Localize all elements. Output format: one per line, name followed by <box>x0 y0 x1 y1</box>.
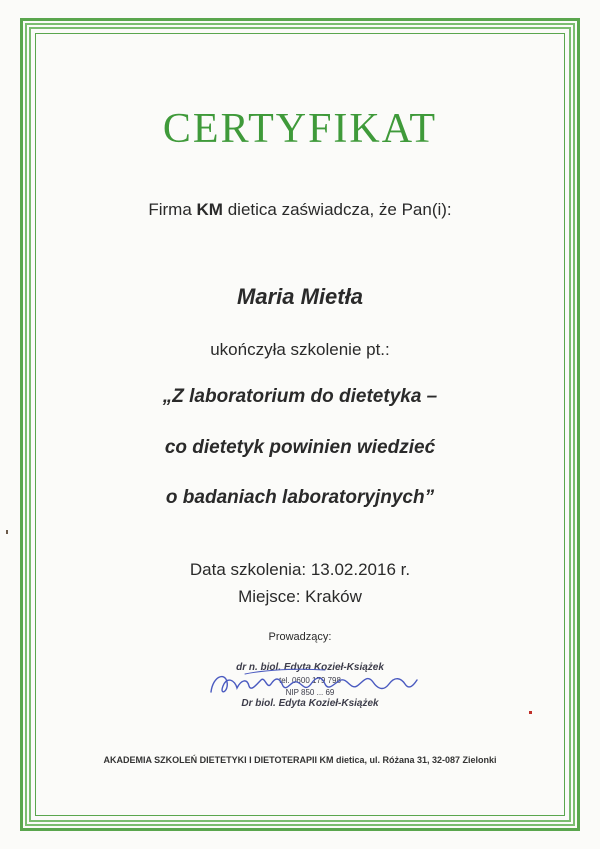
certificate-title: CERTYFIKAT <box>162 106 438 152</box>
stamp-line-4: Dr biol. Edyta Kozieł-Książek <box>241 698 379 709</box>
stamp-line-2: tel. 0600 179 798 <box>279 676 341 685</box>
course-title-line-3: o badaniach laboratoryjnych” <box>165 487 435 508</box>
paper-speck <box>529 711 532 714</box>
stamp-line-3: NIP 850 ... 69 <box>285 688 335 697</box>
training-date: Data szkolenia: 13.02.2016 r. <box>189 560 411 579</box>
instructor-label: Prowadzący: <box>268 631 332 643</box>
training-location: Miejsce: Kraków <box>238 587 362 606</box>
intro-suffix: dietica zaświadcza, że Pan(i): <box>222 200 452 219</box>
stamp-line-1: dr n. biol. Edyta Kozieł-Książek <box>236 662 384 673</box>
company-name: KM <box>196 200 223 219</box>
intro-prefix: Firma <box>148 200 197 219</box>
paper-speck <box>6 530 8 534</box>
course-title-line-2: co dietetyk powinien wiedzieć <box>164 437 436 458</box>
handwritten-signature <box>205 662 420 702</box>
intro-text <box>40 200 560 220</box>
course-title-line-1: „Z laboratorium do dietetyka – <box>162 386 438 407</box>
footer-address: AKADEMIA SZKOLEŃ DIETETYKI I DIETOTERAPII KM dietica, ul. Różana 31, 32-087 Zielonki <box>103 755 497 765</box>
completed-text: ukończyła szkolenie pt.: <box>210 340 390 359</box>
recipient-name: Maria Mietła <box>237 284 363 309</box>
